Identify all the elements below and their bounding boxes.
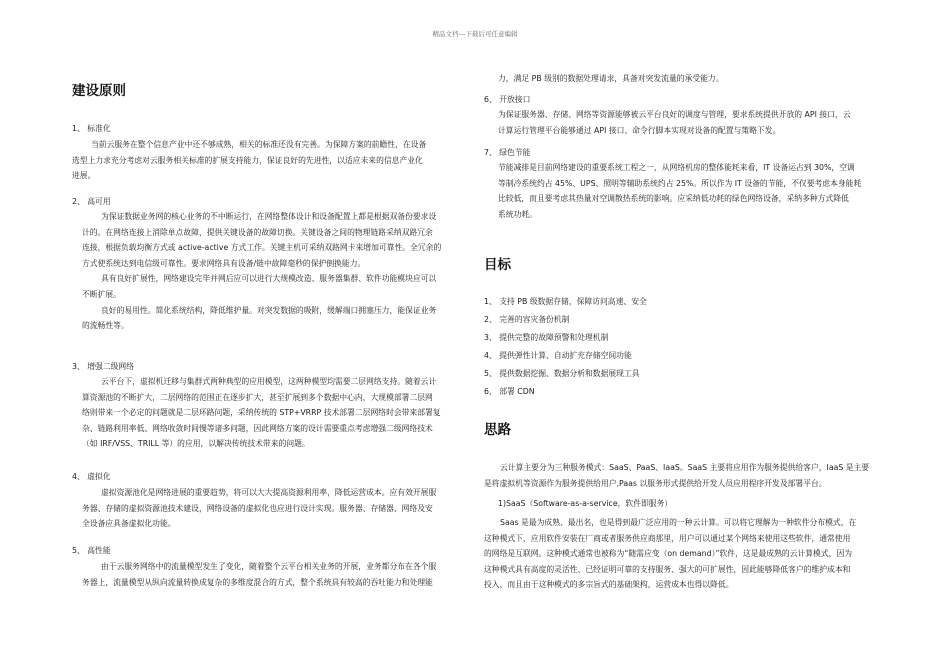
text-line: 力，满足 PB 级别的数据处理请求，具备对突发流量的承受能力。	[498, 74, 724, 83]
text-line: 连接，根据负载均衡方式或 active-active 方式工作。关键主机可采纳双路网卡来增加可靠性。全冗余的	[82, 243, 442, 253]
goal-item: 2、 完善的容灾备份机制	[484, 315, 570, 324]
principle-2-text	[82, 209, 467, 334]
principle-6-text	[498, 107, 880, 138]
text-line: 计的。在网络连接上消除单点故障，提供关键设备的故障切换。关键设备之间的物理链路采纳双路冗余	[82, 227, 433, 237]
principle-1-text	[72, 137, 467, 184]
goal-item: 4、 提供弹性计算、自动扩充存储空间功能	[484, 351, 632, 360]
text-line: Saas 是最为成熟、最出名，也是得到最广泛应用的一种云计算。可以将它理解为一种软件分布模式，在	[500, 518, 857, 527]
goal-item: 3、 提供完整的故障预警和处理机制	[484, 333, 609, 342]
text-line: 络则带来一个必定的问题就是二层环路问题，采纳传统的 STP+VRRP 技术部署二层网络时会带来部署复	[82, 408, 441, 418]
text-line: 云平台下，虚拟机迁移与集群式两种典型的应用模型，这两种模型均需要二层网络支持。随着云计	[101, 377, 437, 386]
text-line: 全设备应具备虚拟化功能。	[82, 519, 176, 529]
principle-5-text	[82, 559, 467, 590]
principle-5-continued	[498, 71, 880, 87]
text-line: 由于云服务网络中的流量模型发生了变化，随着整个云平台相关业务的开展，业务都分布在各个服	[101, 562, 437, 571]
goal-item: 6、 部署 CDN	[484, 387, 535, 396]
text-line: 比较低，而且要考虑其热量对空调散热系统的影响。应采纳低功耗的绿色网络设备，采纳多种方式降低	[498, 194, 849, 204]
saas-text	[484, 515, 880, 593]
text-line: 投入，而且由于这种模式的多宗旨式的基础架构，运营成本也得以降低。	[484, 580, 734, 590]
text-line: 具有良好扩展性，网络建设完毕并网后应可以进行大规模改造、服务器集群、软件功能模块应可以	[101, 274, 437, 284]
text-line: 务器、存储的虚拟资源池技术建设，网络设备的虚拟化也应进行设计实现。服务器、存储器、网络及安	[82, 503, 433, 513]
text-line: 的流畅性等。	[82, 321, 129, 331]
principle-7-text	[498, 160, 880, 222]
text-line: 进展。	[72, 171, 96, 181]
text-line: 为保证数据业务网的核心业务的不中断运行，在网络整体设计和设备配置上都是根据双备份要求设	[101, 212, 437, 221]
text-line: 云计算主要分为三种服务模式：SaaS、PaaS、IaaS。SaaS 主要将应用作为服务提供给客户，IaaS 是主要	[500, 463, 870, 472]
text-line: 方式使系统达到电信级可靠性。要求网络具有设备/链中故障毫秒的保护倒换能力。	[82, 258, 366, 268]
saas-title: 1)SaaS（Software-as-a-service，软件即服务）	[498, 499, 673, 508]
text-line: 良好的易用性。简化系统结构，降低维护量。对突发数据的吸附，缓解端口拥塞压力，能保证业务	[101, 305, 437, 315]
page-header: 精品文档---下载后可任意编辑	[432, 30, 518, 38]
text-line: 的网络是互联网。这种模式通常也被称为“随需应变（on demand）”软件，这是最成熟的云计算模式，因为	[484, 549, 853, 559]
text-line: 选型上力求充分考虑对云服务相关标准的扩展支持能力，保证良好的先进性，以适应未来的信息产业化	[72, 155, 423, 165]
text-line: 这种模式具有高度的灵活性、已经证明可靠的支持服务、强大的可扩展性，因此能够降低客户的维护成本和	[484, 564, 851, 574]
text-line: 系统功耗。	[498, 209, 537, 219]
principle-7-title: 7、 绿色节能	[484, 148, 531, 157]
section-heading-ideas: 思路	[484, 422, 511, 438]
text-line: 节能减排是目前网络建设的重要系统工程之一，从网络机房的整体能耗来看，IT 设备运占到 30%，空调	[498, 163, 855, 172]
principle-3-text	[82, 374, 467, 452]
section-heading-goals: 目标	[484, 257, 511, 273]
principle-5-title: 5、 高性能	[72, 546, 111, 555]
text-line: 这种模式下，应用软件安装在厂商或者服务供应商那里，用户可以通过某个网络来使用这些软件，通常使用	[484, 533, 851, 543]
text-line: 不断扩展。	[82, 289, 121, 299]
text-line: 计算运行管理平台能够通过 API 接口、命令行脚本实现对设备的配置与策略下发。	[498, 125, 781, 135]
principle-6-title: 6、 开放接口	[484, 95, 531, 104]
text-line: 务器上，流量模型从纵向流量转换成复杂的多维度混合的方式，整个系统具有较高的吞吐能力和处理能	[82, 577, 433, 587]
text-line: 等制冷系统约占 45%、UPS、照明等辅助系统约占 25%。所以作为 IT 设备的节能，不仅要考虑本身能耗	[498, 178, 862, 188]
goal-item: 1、 支持 PB 级数据存储，保障访问高速、安全	[484, 297, 647, 306]
principle-4-title: 4、 虚拟化	[72, 472, 111, 481]
principle-1-title: 1、 标准化	[72, 124, 111, 133]
ideas-intro-text	[484, 460, 880, 491]
principle-3-title: 3、 增强二级网络	[72, 362, 135, 371]
section-heading-principles: 建设原则	[72, 83, 126, 99]
principle-2-title: 2、 高可用	[72, 197, 111, 206]
text-line: 杂、链路利用率低、网络收敛时间慢等诸多问题，因此网络方案的设计需要重点考虑增强二级网络技术	[82, 423, 433, 433]
text-line: 是将虚拟机等资源作为服务提供给用户,Paas 以服务形式提供给开发人员应用程序开发及部署平台。	[484, 478, 827, 488]
text-line: 当前云服务在整个信息产业中还不够成熟，相关的标准还没有完善。为保障方案的前瞻性，在设备	[91, 140, 427, 149]
goal-item: 5、 提供数据挖掘、数据分析和数据展现工具	[484, 369, 640, 378]
principle-4-text	[82, 485, 467, 532]
text-line: 算资源池的不断扩大，二层网络的范围正在逐步扩大，甚至扩展到多个数据中心内，大规模部署二层网	[82, 392, 433, 402]
text-line: 虚拟资源池化是网络进展的重要趋势，将可以大大提高资源利用率，降低运营成本。应有效开展服	[101, 488, 437, 497]
text-line: 为保证服务器、存储、网络等资源能够被云平台良好的调度与管理，要求系统提供开放的 API 接口，云	[498, 110, 851, 119]
text-line: （如 IRF/VSS、TRILL 等）的应用，以解决传统技术带来的问题。	[82, 439, 310, 449]
